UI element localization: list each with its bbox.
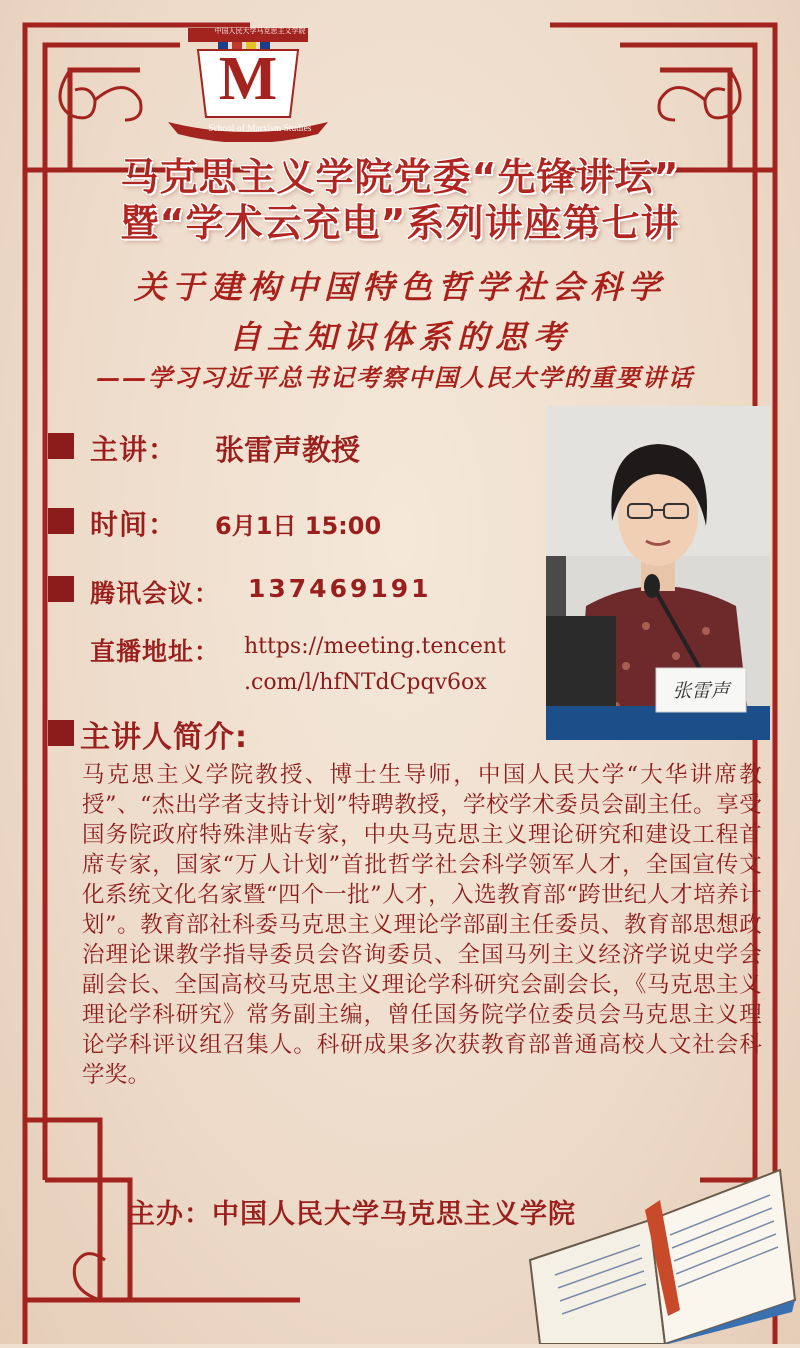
bullet-square-icon bbox=[48, 508, 74, 534]
speaker-value: 张雷声教授 bbox=[215, 433, 361, 467]
logo-top-text: 中国人民大学马克思主义学院 bbox=[214, 27, 306, 35]
bullet-square-icon bbox=[48, 720, 74, 746]
bio-text: 马克思主义学院教授、博士生导师，中国人民大学“大华讲席教授”、“杰出学者支持计划”特聘教授，学校学术委员会副主任。享受国务院政府特殊津贴专家，中央马克思主义理论研究和建设工程首席专家，国家“万人计划”首批哲学社会科学领军人才，全国宣传文化系统文化名家暨“四个一批”人才，入选教育部“跨世纪人才培养计划”。教育部社科委马克思主义理论学部副主任委员、教育部思想政治理论课教学指导委员会咨询委员、全国马列主义经济学说史学会副会长、全国高校马克思主义理论学科研究会副会长，《马克思主义理论学科研究》常务副主编，曾任国务院学位委员会马克思主义理论学科评议组召集人。科研成果多次获教育部普通高校人文社会科学奖。 bbox=[82, 762, 762, 1088]
live-url-line2[interactable]: .com/l/hfNTdCpqv6ox bbox=[244, 670, 487, 695]
speaker-label: 主讲： bbox=[90, 433, 178, 466]
speaker-photo bbox=[546, 406, 770, 740]
topic-title-line2: 自主知识体系的思考 bbox=[228, 318, 571, 356]
live-url-label: 直播地址： bbox=[90, 637, 221, 666]
bullet-square-icon bbox=[48, 433, 74, 459]
bullet-square-icon bbox=[48, 576, 74, 602]
header-title-line1: 马克思主义学院党委“先锋讲坛” bbox=[120, 155, 680, 199]
topic-subtitle: ——学习习近平总书记考察中国人民大学的重要讲话 bbox=[96, 363, 694, 392]
time-label: 时间： bbox=[90, 508, 178, 541]
bio-heading: 主讲人简介: bbox=[80, 720, 248, 755]
meeting-label: 腾讯会议： bbox=[90, 579, 221, 608]
organizer-text: 主办：中国人民大学马克思主义学院 bbox=[128, 1199, 576, 1230]
logo-caption: School of Marxism Studies bbox=[208, 123, 312, 133]
open-book-icon bbox=[520, 1140, 800, 1344]
topic-title-line1: 关于建构中国特色哲学社会科学 bbox=[133, 268, 666, 306]
speaker-nameplate: 张雷声 bbox=[672, 680, 730, 702]
time-value: 6月1日 15:00 bbox=[215, 512, 382, 540]
meeting-id: 137469191 bbox=[248, 574, 432, 603]
header-title-line2: 暨“学术云充电”系列讲座第七讲 bbox=[120, 201, 680, 245]
live-url-line1[interactable]: https://meeting.tencent bbox=[244, 634, 506, 659]
logo-letter: M bbox=[218, 45, 278, 113]
